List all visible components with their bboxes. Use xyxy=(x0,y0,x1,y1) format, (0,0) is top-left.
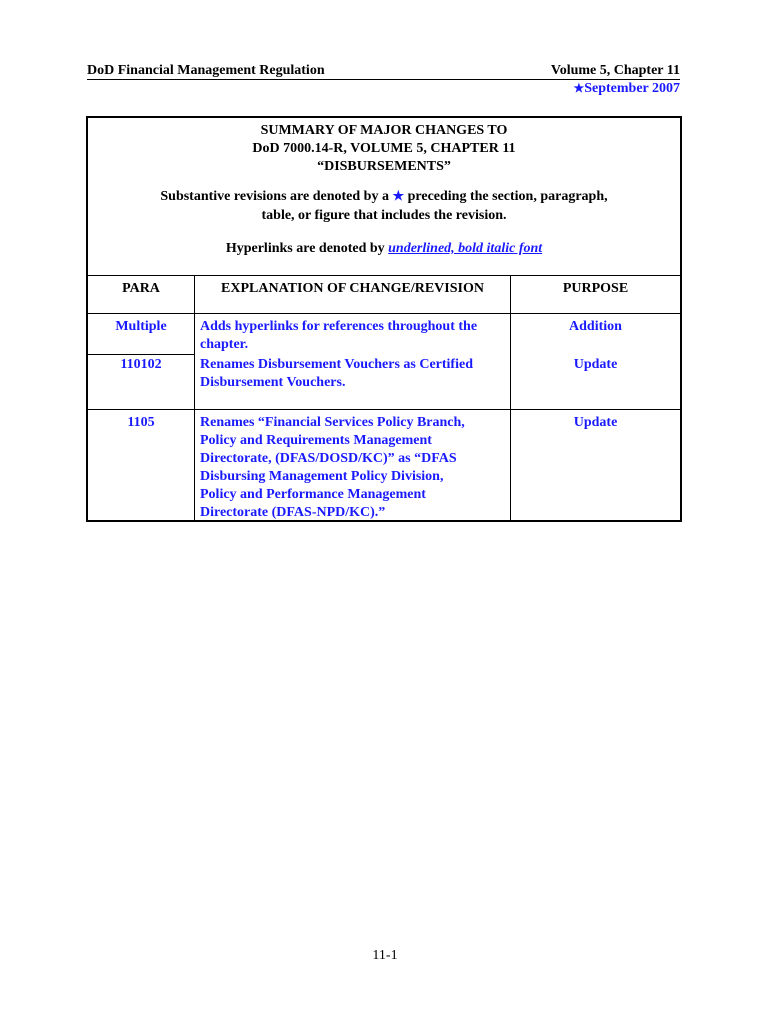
row-3-explanation-line: Directorate, (DFAS/DOSD/KC)” as “DFAS xyxy=(200,451,457,466)
summary-box xyxy=(86,116,682,522)
regulation-title: DoD Financial Management Regulation xyxy=(87,63,325,78)
hyperlink-example-link[interactable]: underlined, bold italic font xyxy=(388,241,543,256)
row-2-explanation xyxy=(200,356,508,392)
summary-title-line-1: SUMMARY OF MAJOR CHANGES TO xyxy=(260,123,508,138)
row-3-explanation-line: Disbursing Management Policy Division, xyxy=(200,469,444,484)
revision-note-before: Substantive revisions are denoted by a xyxy=(160,189,389,204)
row-3-explanation-line: Renames “Financial Services Policy Branch, xyxy=(200,415,465,430)
row-1-purpose: Addition xyxy=(569,319,622,334)
volume-chapter: Volume 5, Chapter 11 xyxy=(550,63,680,78)
revision-date-text: September 2007 xyxy=(584,81,680,96)
revision-star-icon: ★ xyxy=(392,188,405,203)
row-1-explanation-line: Adds hyperlinks for references throughout the xyxy=(200,319,478,334)
row-1-para: Multiple xyxy=(115,319,167,334)
row-divider xyxy=(88,354,194,355)
hyperlink-note xyxy=(88,240,680,258)
row-1-explanation-line: chapter. xyxy=(200,337,249,352)
column-header-explanation: EXPLANATION OF CHANGE/REVISION xyxy=(221,281,484,296)
row-2-explanation-line: Renames Disbursement Vouchers as Certified xyxy=(200,357,473,372)
revision-date xyxy=(573,80,680,97)
row-2-explanation-line: Disbursement Vouchers. xyxy=(200,375,346,390)
row-3-explanation-line: Policy and Requirements Management xyxy=(200,433,432,448)
summary-title-line-3: “DISBURSEMENTS” xyxy=(317,159,451,174)
row-2-purpose: Update xyxy=(573,357,618,372)
changes-table xyxy=(88,275,680,521)
row-3-explanation xyxy=(200,414,508,522)
row-1-explanation xyxy=(200,318,508,354)
page-number: 11-1 xyxy=(372,948,398,963)
row-divider xyxy=(88,409,680,410)
column-header-para: PARA xyxy=(122,281,160,296)
row-3-explanation-line: Policy and Performance Management xyxy=(200,487,426,502)
hyperlink-note-prefix: Hyperlinks are denoted by xyxy=(225,241,385,256)
row-3-explanation-line: Directorate (DFAS-NPD/KC).” xyxy=(200,505,386,520)
header-row-divider xyxy=(88,313,680,314)
row-2-para: 110102 xyxy=(120,357,162,372)
summary-title xyxy=(88,122,680,176)
row-3-purpose: Update xyxy=(573,415,618,430)
running-header xyxy=(87,62,680,80)
revision-note-after: preceding the section, paragraph, xyxy=(407,189,608,204)
column-header-purpose: PURPOSE xyxy=(562,281,629,296)
row-3-para: 1105 xyxy=(127,415,155,430)
summary-title-line-2: DoD 7000.14-R, VOLUME 5, CHAPTER 11 xyxy=(252,141,516,156)
revision-note-line-2: table, or figure that includes the revision. xyxy=(261,208,507,223)
revision-note xyxy=(88,186,680,225)
revision-star-icon: ★ xyxy=(573,81,585,95)
